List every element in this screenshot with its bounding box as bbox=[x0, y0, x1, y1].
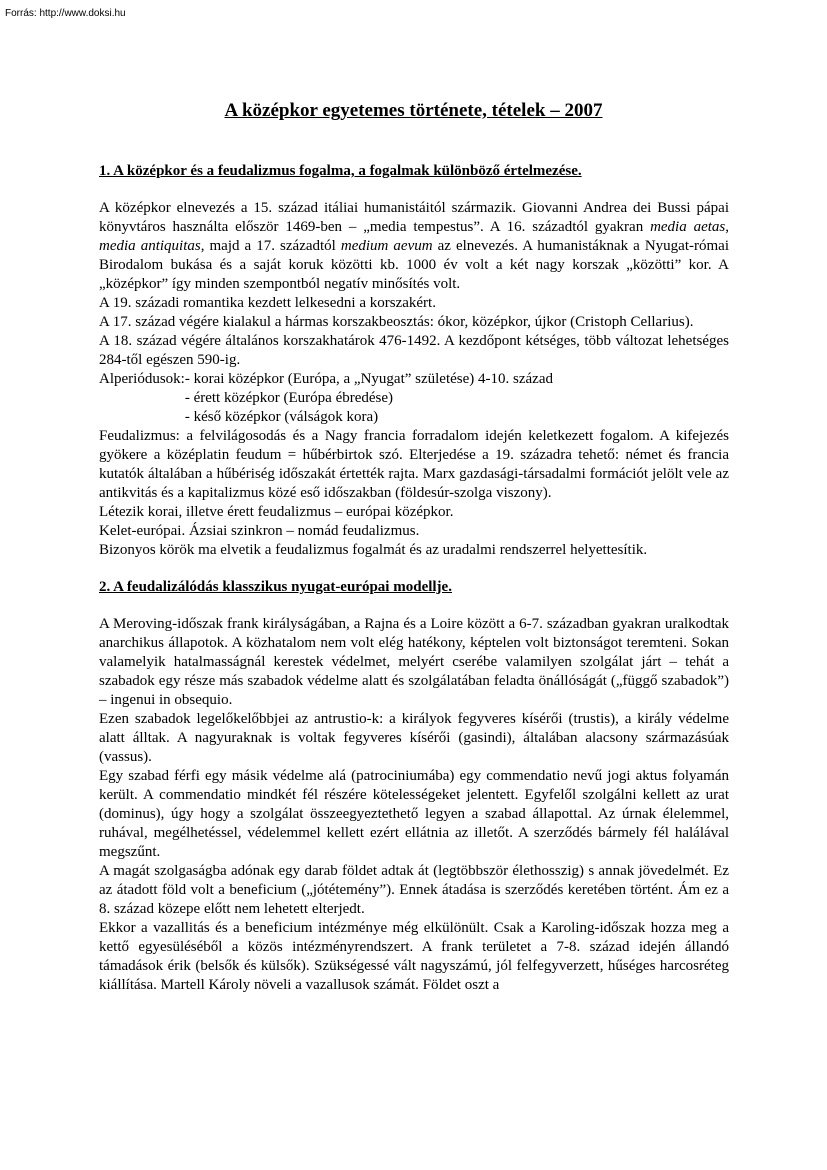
source-note: Forrás: http://www.doksi.hu bbox=[5, 8, 126, 19]
list-item: - késő középkor (válságok kora) bbox=[184, 409, 379, 425]
paragraph: A Meroving-időszak frank királyságában, a Rajna és a Loire között a 6-7. században gyakran uralkodtak anarchikus állapotok. A közhatalom nem volt elég hatékony, képtelen volt biztonságot teremteni. Sokan valamelyik hatalmasságnál kerestek védelmet, melyért cserébe valamilyen szolgálat járt – tehát a szabadok egy része más szabadok védelme alatt és szolgálatában feladta önállóságát („függő szabadok”) – ingenui in obsequio. bbox=[99, 616, 729, 708]
paragraph: A 19. századi romantika kezdett lelkesedni a korszakért. bbox=[99, 295, 436, 311]
section-1-heading: 1. A középkor és a feudalizmus fogalma, a fogalmak különböző értelmezése. bbox=[99, 163, 582, 179]
paragraph: Ekkor a vazallitás és a beneficium intézménye még elkülönült. Csak a Karoling-időszak hozza meg a kettő egyesüléséből a közös intézményrendszert. A frank területet a 7-8. század idején állandó támadások érik (belsők és külsők). Szükségessé vált nagyszámú, jól felfegyverzett, hűséges harcosréteg kiállítása. Martell Károly növeli a vazallusok számát. Földet oszt a bbox=[99, 920, 729, 993]
subperiods-items bbox=[185, 370, 553, 427]
paragraph: A 18. század végére általános korszakhatárok 476-1492. A kezdőpont kétséges, több változat lehetséges 284-től egészen 590-ig. bbox=[99, 333, 729, 368]
subperiods-list bbox=[99, 370, 729, 427]
italic-term: media aetas bbox=[650, 219, 726, 235]
paragraph: A 17. század végére kialakul a hármas korszakbeosztás: ókor, középkor, újkor (Cristoph Cellarius). bbox=[99, 314, 694, 330]
text-run: A középkor elnevezés a 15. század itáliai humanistáitól származik. Giovanni Andrea dei Bussi pápai könyvtáros használta először 1469-ben – „media tempestus”. A 16. századtól gyakran bbox=[99, 200, 729, 235]
paragraph: Kelet-európai. Ázsiai szinkron – nomád feudalizmus. bbox=[99, 523, 420, 539]
paragraph: A magát szolgaságba adónak egy darab földet adtak át (legtöbbször élethosszig) s annak jövedelmét. Ez az átadott föld volt a beneficium („jótétemény”). Ennek átadása is szerződés keretében történt. Ám ez a 8. század közepe előtt nem lehetett elterjedt. bbox=[99, 863, 729, 917]
italic-term: medium aevum bbox=[340, 238, 433, 254]
list-item: - korai középkor (Európa, a „Nyugat” születése) 4-10. század bbox=[184, 371, 553, 387]
section-2 bbox=[99, 578, 729, 995]
paragraph: Egy szabad férfi egy másik védelme alá (patrociniumába) egy commendatio nevű jogi aktus folyamán került. A commendatio mindkét fél részére kötelességeket jelentett. Egyfelől szolgálni kellett az urat (dominus), úgy hogy a szolgálat összeegyeztethető legyen a szabad állapottal. Az úrnak élelemmel, ruhával, megélhetéssel, védelemmel kellett ezért ellátnia az illetőt. A szerződés bármely fél halálával megszűnt. bbox=[99, 768, 729, 860]
italic-term: media antiquitas bbox=[99, 238, 201, 254]
text-run: , majd a 17. századtól bbox=[200, 238, 341, 254]
text-run: , bbox=[725, 219, 729, 235]
subperiods-label: Alperiódusok: bbox=[99, 371, 185, 387]
text-run: az elnevezés. A humanistáknak a Nyugat-római Birodalom bukása és a saját koruk közötti kb. 1000 év volt a két nagy korszak „közötti” kor. A „középkor” így minden szempontból negatív minősítés volt. bbox=[99, 238, 729, 292]
section-1 bbox=[99, 162, 729, 560]
paragraph: Ezen szabadok legelőkelőbbjei az antrustio-k: a királyok fegyveres kísérői (trustis), a király védelme alatt álltak. A nagyuraknak is voltak fegyveres kísérői (gasindi), általában alacsony származásúak (vassus). bbox=[99, 711, 729, 765]
paragraph: Létezik korai, illetve érett feudalizmus – európai középkor. bbox=[99, 504, 454, 520]
paragraph: Bizonyos körök ma elvetik a feudalizmus fogalmát és az uradalmi rendszerrel helyettesítik. bbox=[99, 542, 648, 558]
document-body bbox=[99, 162, 729, 995]
list-item: - érett középkor (Európa ébredése) bbox=[184, 390, 394, 406]
page-title: A középkor egyetemes története, tételek – 2007 bbox=[224, 100, 603, 121]
paragraph bbox=[99, 199, 729, 294]
paragraph: Feudalizmus: a felvilágosodás és a Nagy francia forradalom idején keletkezett fogalom. A kifejezés gyökere a középlatin feudum = hűbérbirtok szó. Elterjedése a 19. századra tehető: német és francia kutatók általában a hűbériség időszakát értették rajta. Marx gazdasági-társadalmi formációt jelölt vele az antikvitás és a kapitalizmus közé eső időszakban (földesúr-szolga viszony). bbox=[99, 428, 729, 501]
section-2-heading: 2. A feudalizálódás klasszikus nyugat-európai modellje. bbox=[99, 579, 452, 595]
